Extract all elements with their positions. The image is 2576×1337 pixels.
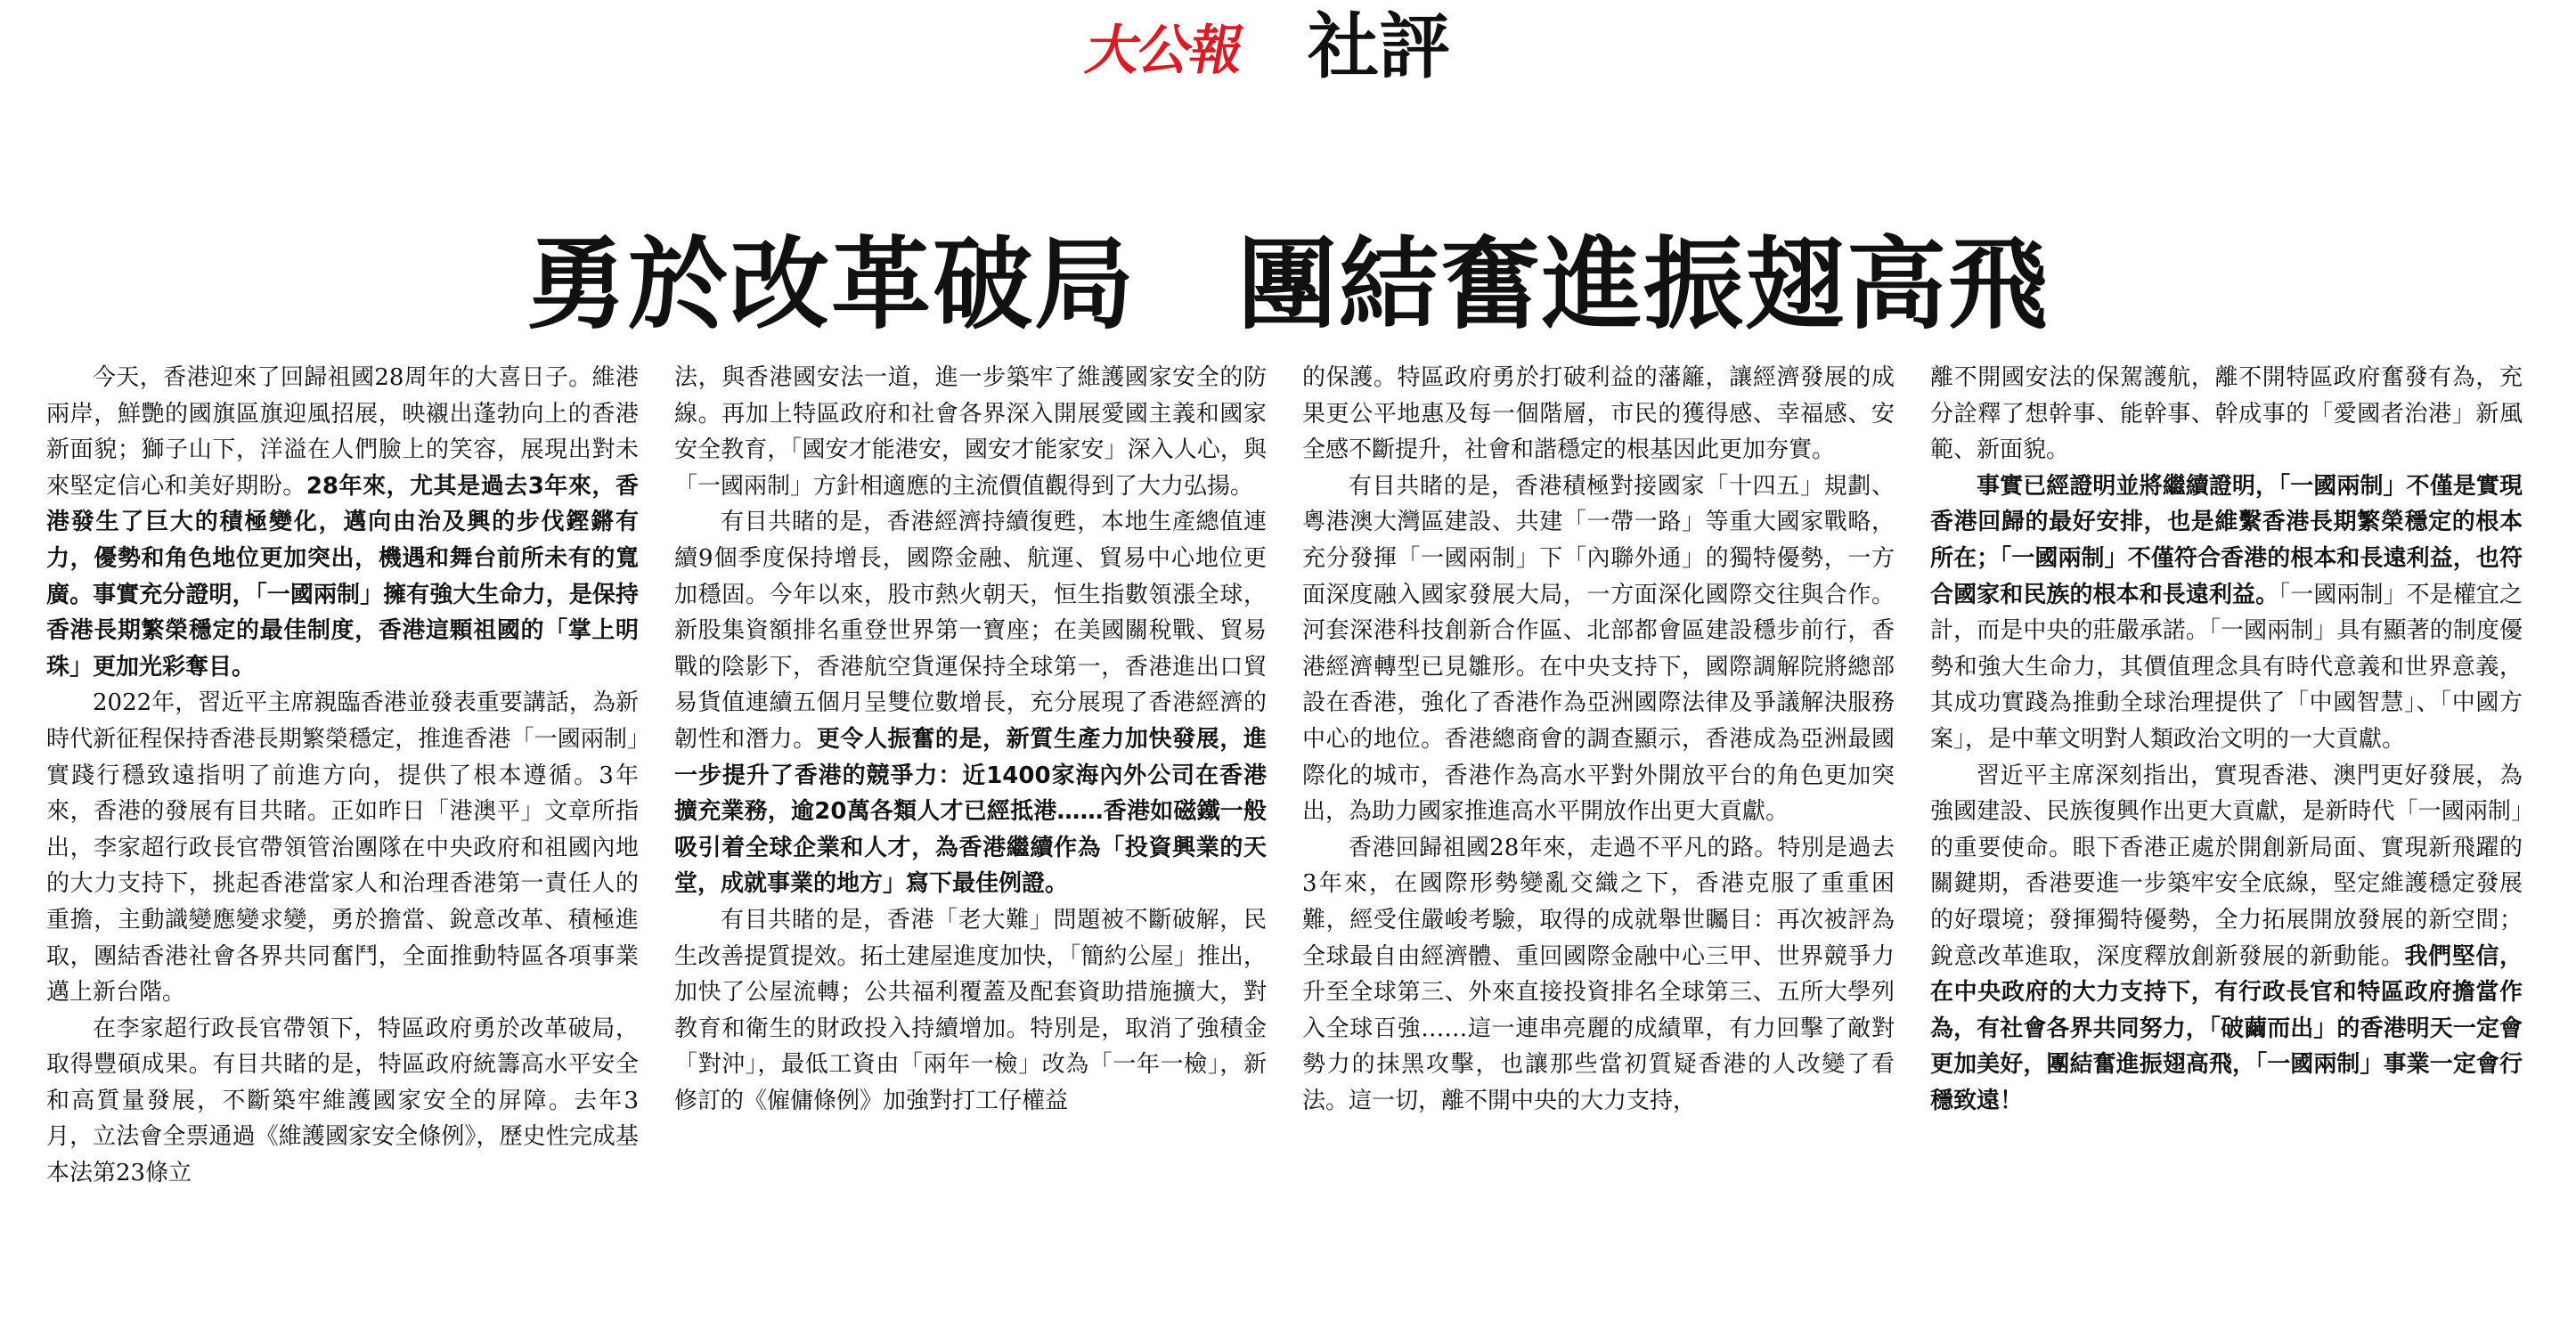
- text-run: 今天，香港迎來了回歸祖國28周年的大喜日子。維港兩岸，鮮艷的國旗區旗迎風招展，映襯出蓬勃向上的香港新面貌；獅子山下，洋溢在人們臉上的笑容，展現出對未來堅定信心和美好期盼。: [46, 364, 639, 500]
- text-run: 「一國兩制」不是權宜之計，而是中央的莊嚴承諾。「一國兩制」具有顯著的制度優勢和強大生命力，其價值理念具有時代意義和世界意義，其成功實踐為推動全球治理提供了「中國智慧」、「中國方案」，是中華文明對人類政治文明的一大貢獻。: [1930, 581, 2523, 753]
- paragraph: [1930, 758, 2523, 1120]
- paragraph: [1302, 830, 1895, 1120]
- paragraph: [1930, 360, 2523, 469]
- text-run: 2022年，習近平主席親臨香港並發表重要講話，為新時代新征程保持香港長期繁榮穩定，推進香港「一國兩制」實踐行穩致遠指明了前進方向，提供了根本遵循。3年來，香港的發展有目共睹。正如昨日「港澳平」文章所指出，李家超行政長官帶領管治團隊在中央政府和祖國內地的大力支持下，挑起香港當家人和治理香港第一責任人的重擔，主動識變應變求變，勇於擔當、銳意改革、積極進取，團結香港社會各界共同奮鬥，全面推動特區各項事業邁上新台階。: [46, 689, 639, 1007]
- bold-text-run: 我們堅信，在中央政府的大力支持下，有行政長官和特區政府擔當作為，有社會各界共同努力，「破繭而出」的香港明天一定會更加美好，團結奮進振翅高飛，「一國兩制」事業一定會行穩致遠！: [1930, 942, 2523, 1114]
- paragraph: [46, 685, 639, 1010]
- text-run: 有目共睹的是，香港經濟持續復甦，本地生產總值連續9個季度保持增長，國際金融、航運、貿易中心地位更加穩固。今年以來，股市熱火朝天，恒生指數領漲全球，新股集資額排名重登世界第一寶座；在美國關稅戰、貿易戰的陰影下，香港航空貨運保持全球第一，香港進出口貿易貨值連續五個月呈雙位數增長，充分展現了香港經濟的韌性和潛力。: [674, 509, 1267, 753]
- text-run: 習近平主席深刻指出，實現香港、澳門更好發展，為強國建設、民族復興作出更大貢獻，是新時代「一國兩制」的重要使命。眼下香港正處於開創新局面、實現新飛躍的關鍵期，香港要進一步築牢安全底線，堅定維護穩定發展的好環境；發揮獨特優勢，全力拓展開放發展的新空間；銳意改革進取，深度釋放創新發展的新動能。: [1930, 762, 2523, 970]
- paragraph: [674, 504, 1267, 902]
- bold-text-run: 更令人振奮的是，新質生產力加快發展，進一步提升了香港的競爭力：近1400家海內外公司在香港擴充業務，逾20萬各類人才已經抵港……香港如磁鐵一般吸引着全球企業和人才，為香港繼續作為「投資興業的天堂，成就事業的地方」寫下最佳例證。: [674, 725, 1267, 898]
- paragraph: [674, 360, 1267, 504]
- headline: 勇於改革破局 團結奮進振翅高飛: [526, 227, 2050, 344]
- section-label: 社評: [1308, 5, 1450, 88]
- article-column: [674, 360, 1267, 1331]
- newspaper-logo: 大公報: [1080, 20, 1248, 82]
- paragraph: [1930, 469, 2523, 758]
- article-body: [46, 360, 2523, 1331]
- paragraph: [1302, 469, 1895, 830]
- paragraph: [1302, 360, 1895, 469]
- article-column: [1930, 360, 2523, 1331]
- bold-text-run: 事實已經證明並將繼續證明，「一國兩制」不僅是實現香港回歸的最好安排，也是維繫香港長期繁榮穩定的根本所在；「一國兩制」不僅符合香港的根本和長遠利益，也符合國家和民族的根本和長遠利益。: [1930, 472, 2523, 608]
- article-column: [46, 360, 639, 1331]
- masthead: [0, 0, 2576, 134]
- text-run: 法，與香港國安法一道，進一步築牢了維護國家安全的防線。再加上特區政府和社會各界深入開展愛國主義和國家安全教育，「國安才能港安，國安才能家安」深入人心，與「一國兩制」方針相適應的主流價值觀得到了大力弘揚。: [674, 364, 1267, 500]
- text-run: 有目共睹的是，香港「老大難」問題被不斷破解，民生改善提質提效。拓土建屋進度加快，「簡約公屋」推出，加快了公屋流轉；公共福利覆蓋及配套資助措施擴大，對教育和衛生的財政投入持續增加。特別是，取消了強積金「對沖」，最低工資由「兩年一檢」改為「一年一檢」，新修訂的《僱傭條例》加強對打工仔權益: [674, 906, 1267, 1114]
- text-run: 香港回歸祖國28年來，走過不平凡的路。特別是過去3年來，在國際形勢變亂交織之下，香港克服了重重困難，經受住嚴峻考驗，取得的成就舉世矚目：再次被評為全球最自由經濟體、重回國際金融中心三甲、世界競爭力升至全球第三、外來直接投資排名全球第三、五所大學列入全球百強……這一連串亮麗的成績單，有力回擊了敵對勢力的抹黑攻擊，也讓那些當初質疑香港的人改變了看法。這一切，離不開中央的大力支持，: [1302, 834, 1895, 1114]
- text-run: 在李家超行政長官帶領下，特區政府勇於改革破局，取得豐碩成果。有目共睹的是，特區政府統籌高水平安全和高質量發展，不斷築牢維護國家安全的屏障。去年3月，立法會全票通過《維護國家安全條例》，歷史性完成基本法第23條立: [46, 1015, 639, 1187]
- text-run: 離不開國安法的保駕護航，離不開特區政府奮發有為，充分詮釋了想幹事、能幹事、幹成事的「愛國者治港」新風範、新面貌。: [1930, 364, 2523, 464]
- paragraph: [46, 360, 639, 685]
- paragraph: [46, 1011, 639, 1192]
- text-run: 有目共睹的是，香港積極對接國家「十四五」規劃、粵港澳大灣區建設、共建「一帶一路」等重大國家戰略，充分發揮「一國兩制」下「內聯外通」的獨特優勢，一方面深度融入國家發展大局，一方面深化國際交往與合作。河套深港科技創新合作區、北部都會區建設穩步前行，香港經濟轉型已見雛形。在中央支持下，國際調解院將總部設在香港，強化了香港作為亞洲國際法律及爭議解決服務中心的地位。香港總商會的調查顯示，香港成為亞洲最國際化的城市，香港作為高水平對外開放平台的角色更加突出，為助力國家推進高水平開放作出更大貢獻。: [1302, 472, 1895, 826]
- text-run: 的保護。特區政府勇於打破利益的藩籬，讓經濟發展的成果更公平地惠及每一個階層，市民的獲得感、幸福感、安全感不斷提升，社會和諧穩定的根基因此更加夯實。: [1302, 364, 1895, 464]
- bold-text-run: 28年來，尤其是過去3年來，香港發生了巨大的積極變化，邁向由治及興的步伐鏗鏘有力，優勢和角色地位更加突出，機遇和舞台前所未有的寬廣。事實充分證明，「一國兩制」擁有強大生命力，是保持香港長期繁榮穩定的最佳制度，香港這顆祖國的「掌上明珠」更加光彩奪目。: [46, 472, 639, 681]
- paragraph: [674, 902, 1267, 1120]
- article-column: [1302, 360, 1895, 1331]
